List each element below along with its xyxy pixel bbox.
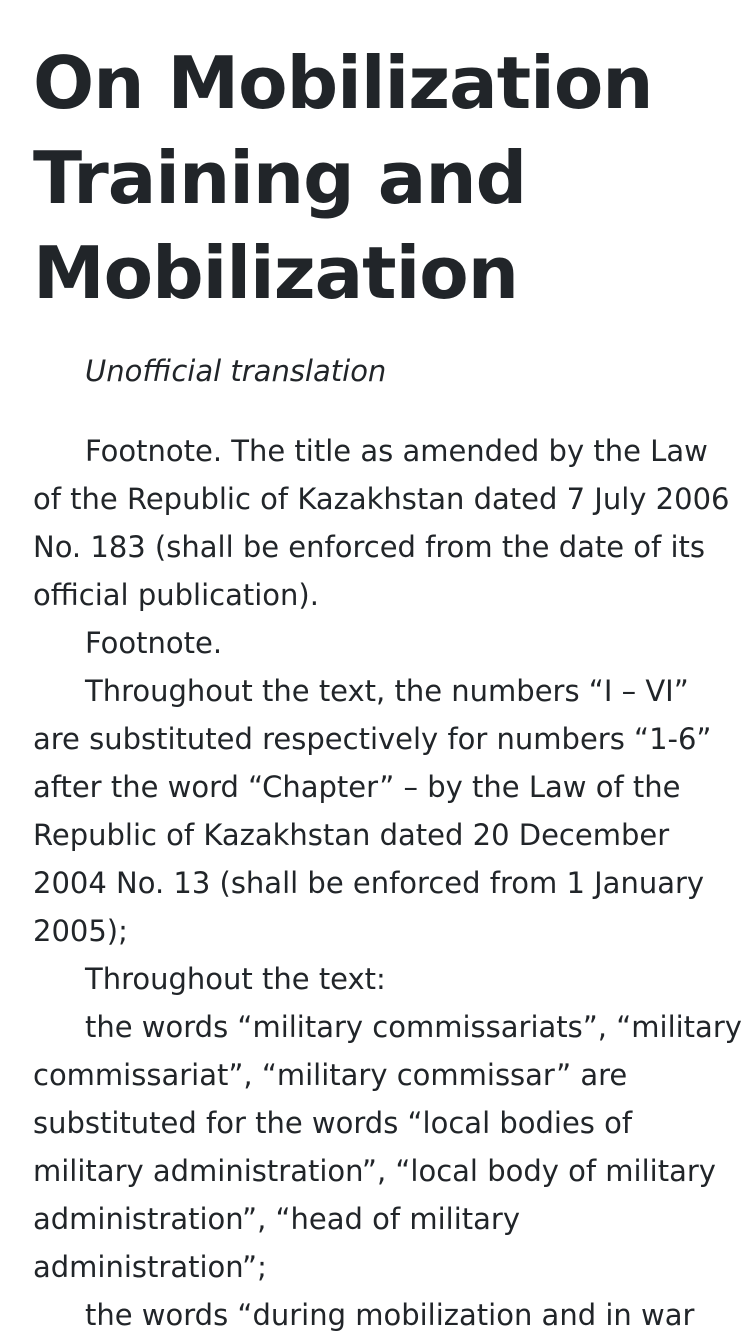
document-body (33, 427, 742, 1339)
text-line: administration”; (33, 1250, 267, 1284)
title-line: Training and (33, 136, 527, 220)
text-line: Footnote. The title as amended by the Law (85, 434, 708, 468)
text-line: No. 183 (shall be enforced from the date of its (33, 530, 706, 564)
footnote-heading (33, 619, 718, 667)
text-line: Throughout the text: (85, 962, 386, 996)
amendment-paragraph (33, 667, 718, 955)
text-line: Republic of Kazakhstan dated 20 December (33, 818, 670, 852)
text-line: 2004 No. 13 (shall be enforced from 1 January (33, 866, 705, 900)
text-line: of the Republic of Kazakhstan dated 7 July 2006 (33, 482, 730, 516)
throughout-heading (33, 955, 718, 1003)
text-line: military administration”, “local body of military (33, 1154, 716, 1188)
text-line: administration”, “head of military (33, 1202, 520, 1236)
translation-note: Unofficial translation (85, 354, 387, 388)
text-line: commissariat”, “military commissar” are (33, 1058, 628, 1092)
title-line: On Mobilization (33, 41, 653, 125)
text-line: substituted for the words “local bodies of (33, 1106, 633, 1140)
text-line: official publication). (33, 578, 319, 612)
text-line: the words “military commissariats”, “military (85, 1010, 742, 1044)
text-line: Footnote. (85, 626, 223, 660)
text-line: after the word “Chapter” – by the Law of the (33, 770, 681, 804)
document-title (33, 36, 718, 321)
text-line: Throughout the text, the numbers “I – VI” (85, 674, 689, 708)
text-line: are substituted respectively for numbers “1-6” (33, 722, 712, 756)
text-line: the words “during mobilization and in war (85, 1298, 695, 1332)
text-line: 2005); (33, 914, 128, 948)
partial-paragraph (33, 1291, 718, 1339)
footnote-paragraph (33, 427, 730, 619)
title-line: Mobilization (33, 231, 519, 315)
substitution-paragraph (33, 1003, 742, 1291)
